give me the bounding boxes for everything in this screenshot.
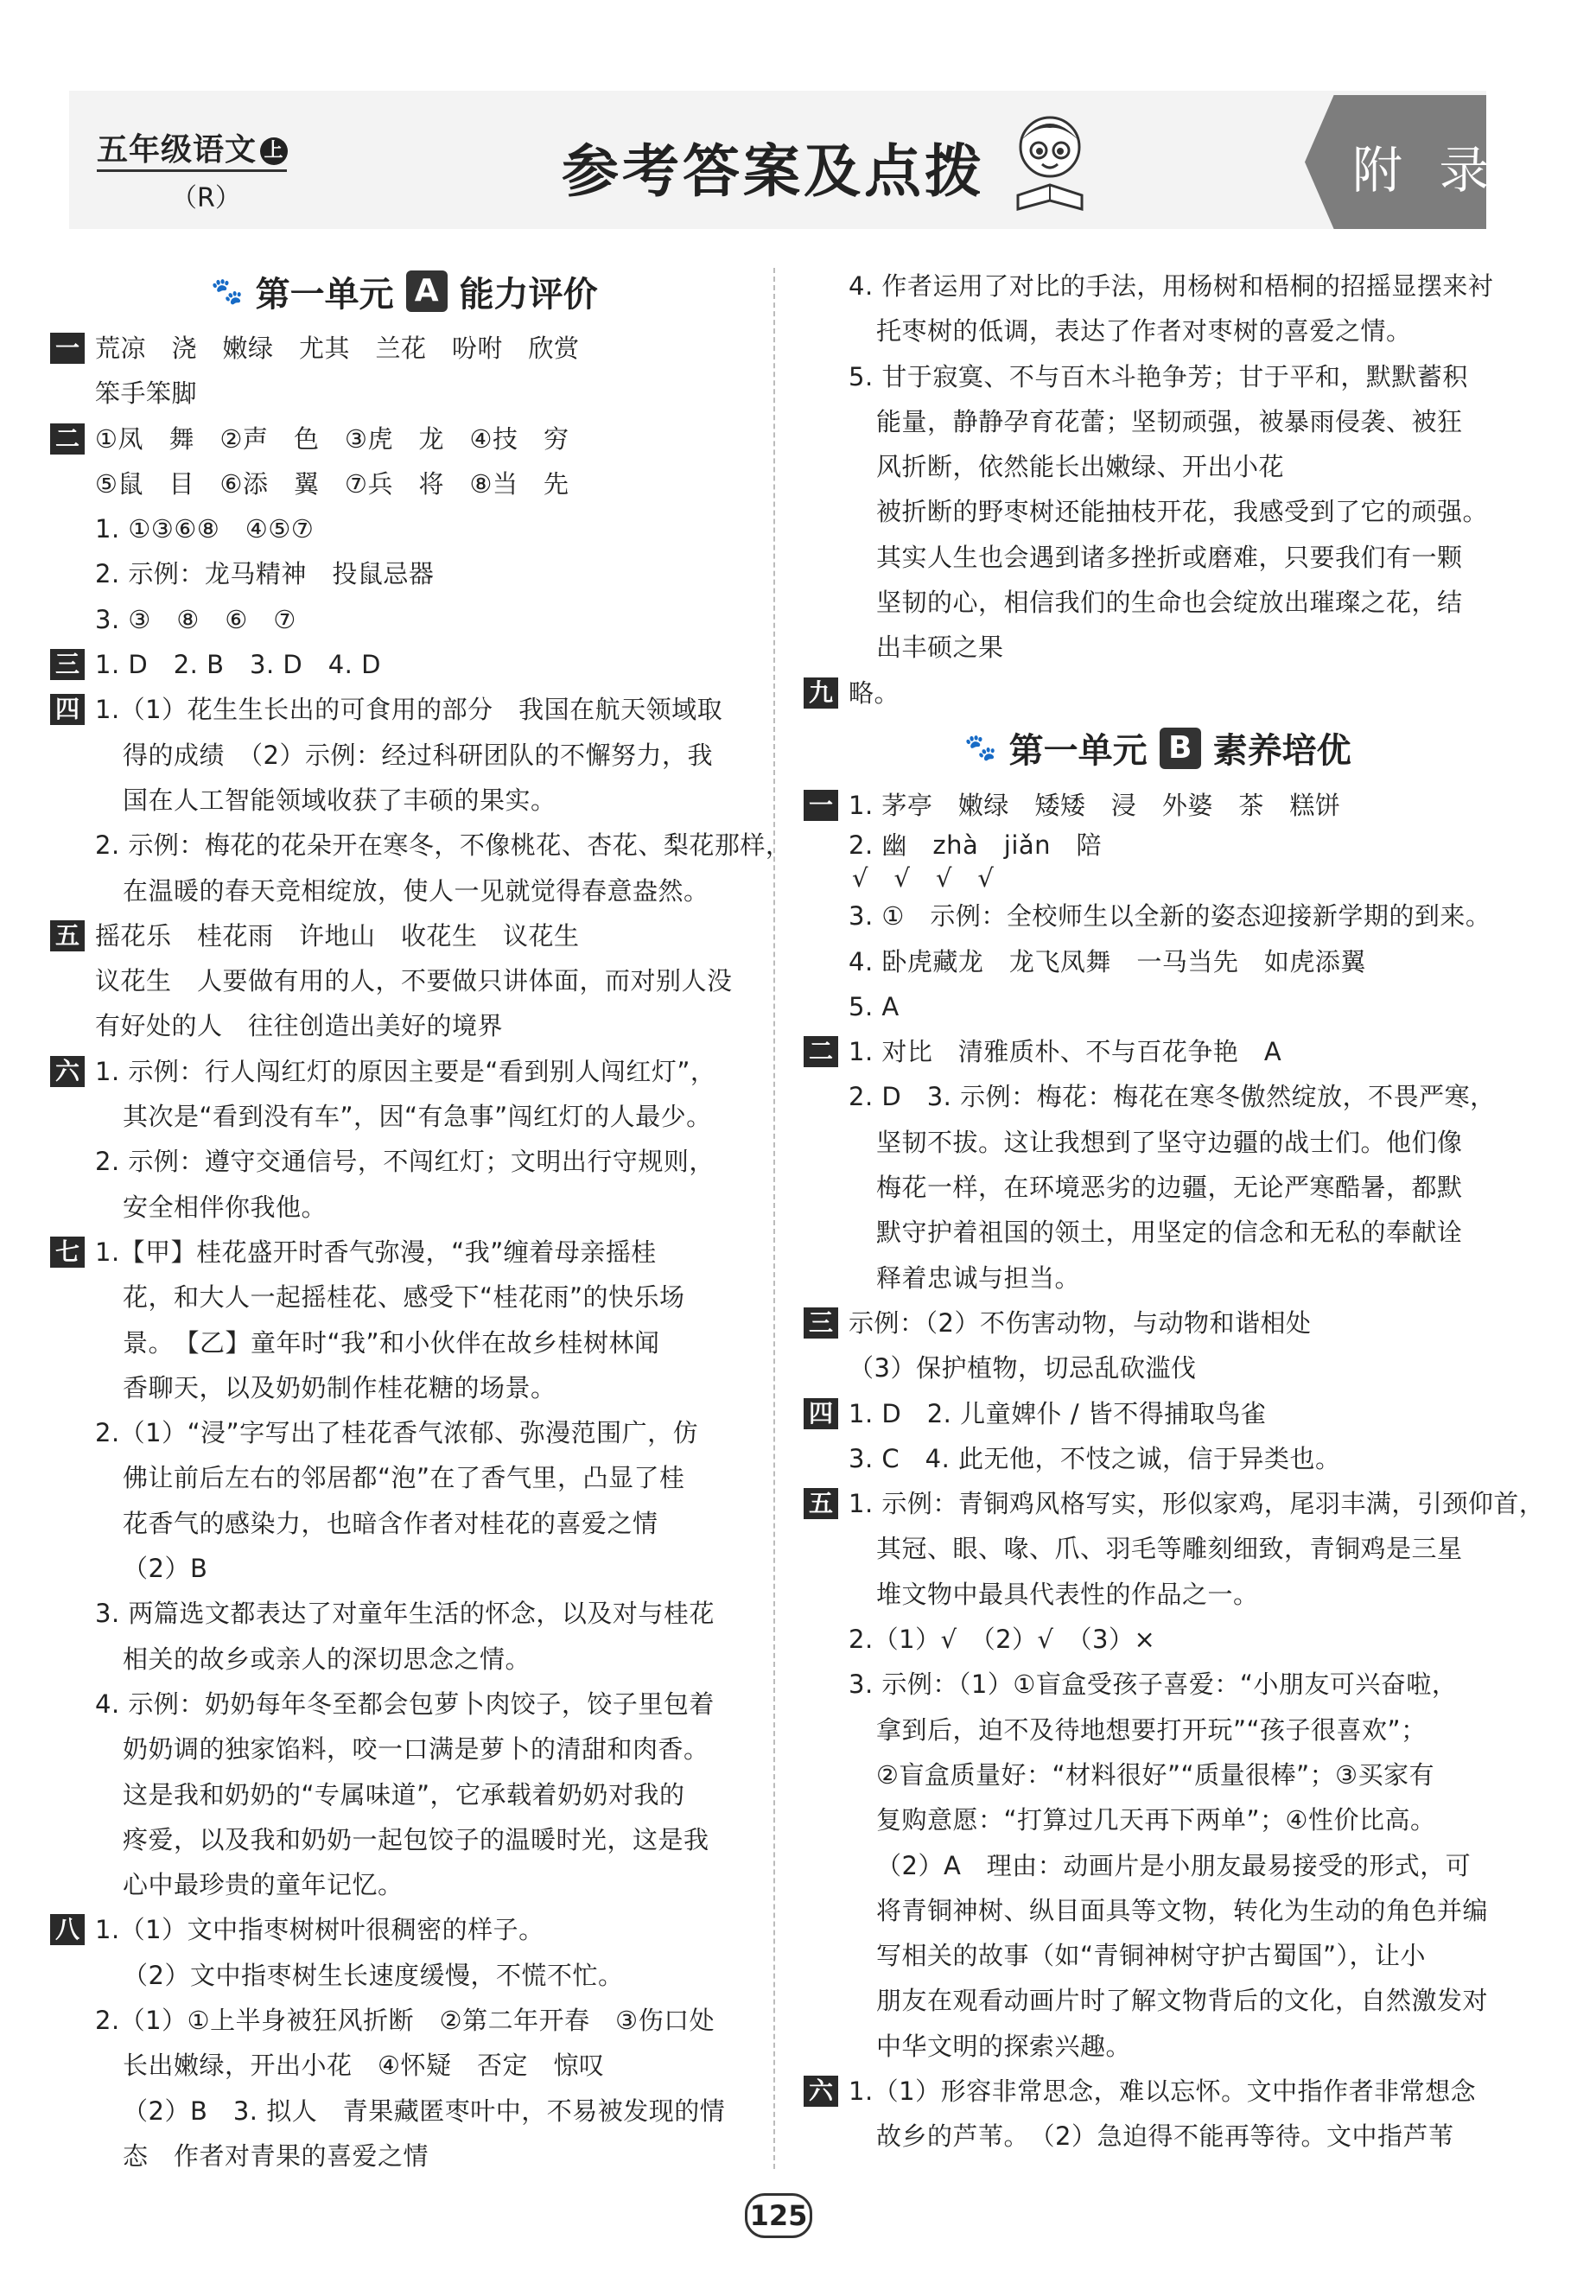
left-column (50, 264, 792, 2178)
answer-section (50, 687, 792, 913)
section-number: 三 (50, 649, 85, 680)
answer-section (804, 2069, 1512, 2159)
answer-line: 荒凉 浇 嫩绿 尤其 兰花 吩咐 欣赏 (95, 334, 580, 363)
answer-line: 其冠、眼、喙、爪、羽毛等雕刻细致，青铜鸡是三星 (876, 1534, 1463, 1564)
answer-line: 1. 示例：行人闯红灯的原因主要是“看到别人闯红灯”， (95, 1056, 716, 1086)
answer-section (804, 1029, 1512, 1301)
answer-section (50, 417, 759, 642)
section-number: 五 (804, 1488, 838, 1519)
grade-label (97, 125, 288, 169)
answer-line: 有好处的人 往往创造出美好的境界 (95, 1011, 504, 1041)
section-number: 三 (804, 1307, 838, 1339)
edition-label: （R） (171, 183, 241, 213)
answer-line: 2.（1）“浸”字写出了桂花香气浓郁、弥漫范围广，仿 (95, 1418, 699, 1448)
answer-line: 4. 作者运用了对比的手法，用杨树和梧桐的招摇显摆来衬 (849, 271, 1494, 301)
answer-line: 心中最珍贵的童年记忆。 (123, 1870, 404, 1900)
answer-section (804, 1391, 1512, 1482)
right-column (804, 264, 1545, 2159)
section-number: 七 (50, 1237, 85, 1268)
answer-line: 相关的故乡或亲人的深切思念之情。 (123, 1644, 531, 1674)
answer-line: 3. 示例：（1）①盲盒受孩子喜爱：“小朋友可兴奋啦， (849, 1670, 1458, 1700)
answer-line: 释着忠诚与担当。 (876, 1262, 1081, 1293)
answer-line: 被折断的野枣树还能抽枝开花，我感受到了它的顽强。 (876, 497, 1489, 527)
answer-line: 默守护着祖国的领土，用坚定的信念和无私的奉献诠 (876, 1218, 1463, 1248)
section-number: 四 (804, 1398, 838, 1429)
unit-heading-b (804, 721, 1512, 776)
answer-section (50, 913, 759, 1049)
answer-line: 花，和大人一起摇桂花、感受下“桂花雨”的快乐场 (123, 1282, 685, 1313)
answer-section-continued (804, 264, 1512, 671)
answer-line: 5. 甘于寂寞、不与百木斗艳争芳；甘于平和，默默蓄积 (849, 361, 1468, 391)
answer-line: 故乡的芦苇。 （2）急迫得不能再等待。文中指芦苇 (876, 2121, 1454, 2152)
grade-underline (97, 169, 287, 172)
answer-line: 态 作者对青果的喜爱之情 (123, 2140, 429, 2171)
answer-line: 拿到后，迫不及待地想要打开玩”“孩子很喜欢”； (876, 1714, 1427, 1745)
answer-line: （2）文中指枣树生长速度缓慢，不慌不忙。 (123, 1960, 624, 1990)
answer-section (804, 783, 1512, 1029)
answer-line: 4. 卧虎藏龙 龙飞凤舞 一马当先 如虎添翼 (849, 946, 1366, 976)
answer-line: 朋友在观看动画片时了解文物背后的文化，自然激发对 (876, 1986, 1489, 2016)
answer-line: 1.（1）文中指枣树树叶很稠密的样子。 (95, 1915, 544, 1945)
section-number: 二 (804, 1036, 838, 1067)
answer-section (50, 642, 759, 687)
answer-line: 长出嫩绿，开出小花 ④怀疑 否定 惊叹 (123, 2051, 605, 2081)
answer-line: 坚韧不拔。这让我想到了坚守边疆的战士们。他们像 (876, 1127, 1463, 1157)
answer-line: 安全相伴你我他。 (123, 1192, 327, 1222)
appendix-label: 附 录 (1352, 141, 1500, 200)
section-number: 六 (50, 1056, 85, 1087)
answer-line: ⑤鼠 目 ⑥添 翼 ⑦兵 将 ⑧当 先 (95, 468, 569, 499)
section-number: 一 (50, 333, 85, 364)
answer-section (50, 1230, 759, 1907)
answer-section (804, 1301, 1512, 1391)
answer-line: 1.（1）形容非常思念，难以忘怀。文中指作者非常想念 (849, 2076, 1477, 2106)
answer-line: 写相关的故事（如“青铜神树守护古蜀国”），让小 (876, 1941, 1427, 1971)
unit-letter: A (406, 270, 448, 312)
answer-line: （2）B 3. 拟人 青果藏匿枣叶中，不易被发现的情 (123, 2096, 726, 2126)
answer-line: 2. 示例：遵守交通信号，不闯红灯；文明出行守规则， (95, 1147, 715, 1177)
answer-line: 3. ③ ⑧ ⑥ ⑦ (95, 604, 296, 634)
answer-line: 1. 示例：青铜鸡风格写实，形似家鸡，尾羽丰满，引颈仰首， (849, 1489, 1545, 1519)
unit-title: 第一单元 (255, 274, 394, 315)
answer-line: 2. 示例：龙马精神 投鼠忌器 (95, 559, 435, 589)
answer-line: 2.（1）①上半身被狂风折断 ②第二年开春 ③伤口处 (95, 2005, 715, 2035)
answer-line: 堆文物中最具代表性的作品之一。 (876, 1579, 1259, 1609)
section-number: 六 (804, 2076, 838, 2107)
answer-line: 2. 幽 zhà jiǎn 陪 (849, 830, 1103, 861)
section-number: 九 (804, 677, 838, 709)
answer-line: 花香气的感染力，也暗含作者对桂花的喜爱之情 (123, 1508, 658, 1538)
answer-line: 这是我和奶奶的“专属味道”，它承载着奶奶对我的 (123, 1779, 685, 1809)
answer-line: 摇花乐 桂花雨 许地山 收花生 议花生 (95, 920, 580, 951)
answer-line: 中华文明的探索兴趣。 (876, 2031, 1132, 2061)
answer-line: 能量，静静孕育花蕾；坚韧顽强，被暴雨侵袭、被狂 (876, 406, 1463, 436)
answer-line: 1. D 2. 儿童婢仆 / 皆不得捕取鸟雀 (849, 1398, 1267, 1428)
answer-section (804, 671, 1512, 716)
section-number: 二 (50, 423, 85, 455)
unit-subtitle: 能力评价 (459, 274, 598, 315)
answer-section (50, 1049, 759, 1230)
answer-line: √ √ √ √ (852, 863, 995, 894)
section-number: 四 (50, 694, 85, 725)
answer-line: 奶奶调的独家馅料，咬一口满是萝卜的清甜和肉香。 (123, 1734, 709, 1765)
answer-line: 示例：（2）不伤害动物，与动物和谐相处 (849, 1307, 1312, 1338)
answer-line: 5. A (849, 991, 900, 1021)
answer-line: （2）A 理由：动画片是小朋友最易接受的形式，可 (876, 1850, 1472, 1880)
answer-line: 3. 两篇选文都表达了对童年生活的怀念，以及对与桂花 (95, 1599, 715, 1629)
answer-line: 4. 示例：奶奶每年冬至都会包萝卜肉饺子，饺子里包着 (95, 1689, 715, 1719)
grade-text: 五年级语文 (97, 132, 258, 168)
answer-line: （3）保护植物，切忌乱砍滥伐 (849, 1353, 1197, 1383)
answer-line: 风折断，依然能长出嫩绿、开出小花 (876, 452, 1285, 482)
volume-mark: 上 (260, 137, 288, 165)
answer-line: ②盲盒质量好：“材料很好”“质量很棒”；③买家有 (876, 1759, 1435, 1790)
answer-line: 香聊天，以及奶奶制作桂花糖的场景。 (123, 1372, 556, 1402)
answer-line: 1. 茅亭 嫩绿 矮矮 浸 外婆 茶 糕饼 (849, 790, 1341, 820)
answer-line: 复购意愿：“打算过几天再下两单”；④性价比高。 (876, 1805, 1436, 1835)
answer-line: 1. D 2. B 3. D 4. D (95, 650, 381, 680)
answer-line: 国在人工智能领域收获了丰硕的果实。 (123, 785, 556, 815)
answer-line: 1. 对比 清雅质朴、不与百花争艳 A (849, 1037, 1282, 1067)
reading-child-icon (1002, 111, 1097, 214)
answer-line: 其次是“看到没有车”，因“有急事”闯红灯的人最少。 (123, 1102, 712, 1132)
page-number: 125 (745, 2193, 812, 2238)
paw-icon: 🐾 (964, 733, 997, 764)
answer-line: 1. ①③⑥⑧ ④⑤⑦ (95, 514, 315, 544)
answer-line: 略。 (849, 677, 900, 708)
answer-line: 梅花一样，在环境恶劣的边疆，无论严寒酷暑，都默 (876, 1173, 1463, 1203)
answer-line: 1.【甲】桂花盛开时香气弥漫，“我”缠着母亲摇桂 (95, 1237, 657, 1267)
answer-section (50, 1907, 759, 2178)
section-number: 八 (50, 1914, 85, 1945)
unit-subtitle: 素养培优 (1212, 731, 1351, 772)
answer-line: 得的成绩 （2）示例：经过科研团队的不懈努力，我 (123, 740, 713, 770)
answer-line: 2. 示例：梅花的花朵开在寒冬，不像桃花、杏花、梨花那样， (95, 830, 792, 861)
answer-line: 2. D 3. 示例：梅花：梅花在寒冬傲然绽放，不畏严寒， (849, 1082, 1496, 1112)
answer-line: 2.（1）√ （2）√ （3）× (849, 1625, 1156, 1655)
answer-line: 3. C 4. 此无他，不忮之诚，信于异类也。 (849, 1443, 1341, 1473)
answer-line: 坚韧的心，相信我们的生命也会绽放出璀璨之花，结 (876, 588, 1463, 618)
paw-icon: 🐾 (211, 276, 244, 307)
unit-title: 第一单元 (1008, 731, 1148, 772)
answer-line: 其实人生也会遇到诸多挫折或磨难，只要我们有一颗 (876, 542, 1463, 572)
answer-line: （2）B (123, 1554, 208, 1584)
answer-line: 疼爱，以及我和奶奶一起包饺子的温暖时光，这是我 (123, 1824, 709, 1854)
column-divider (773, 268, 775, 2169)
answer-line: 3. ① 示例：全校师生以全新的姿态迎接新学期的到来。 (849, 901, 1491, 932)
page-title: 参考答案及点拨 (562, 138, 985, 205)
section-number: 五 (50, 920, 85, 951)
answer-line: 出丰硕之果 (876, 633, 1004, 663)
answer-line: 在温暖的春天竞相绽放，使人一见就觉得春意盎然。 (123, 875, 709, 906)
unit-heading-a (50, 264, 759, 319)
answer-line: 将青铜神树、纵目面具等文物，转化为生动的角色并编 (876, 1895, 1489, 1925)
answer-line: ①凤 舞 ②声 色 ③虎 龙 ④技 穷 (95, 423, 569, 454)
answer-section (50, 326, 759, 417)
answer-line: 笨手笨脚 (95, 378, 198, 409)
answer-line: 景。 【乙】童年时“我”和小伙伴在故乡桂树林闻 (123, 1327, 660, 1358)
answer-section (804, 1481, 1545, 2069)
unit-letter: B (1160, 728, 1201, 769)
answer-line: 1.（1）花生生长出的可食用的部分 我国在航天领域取 (95, 695, 723, 725)
answer-line: 佛让前后左右的邻居都“泡”在了香气里，凸显了桂 (123, 1463, 685, 1493)
answer-line: 托枣树的低调，表达了作者对枣树的喜爱之情。 (876, 316, 1412, 347)
answer-line: 议花生 人要做有用的人，不要做只讲体面，而对别人没 (95, 966, 733, 996)
section-number: 一 (804, 790, 838, 821)
